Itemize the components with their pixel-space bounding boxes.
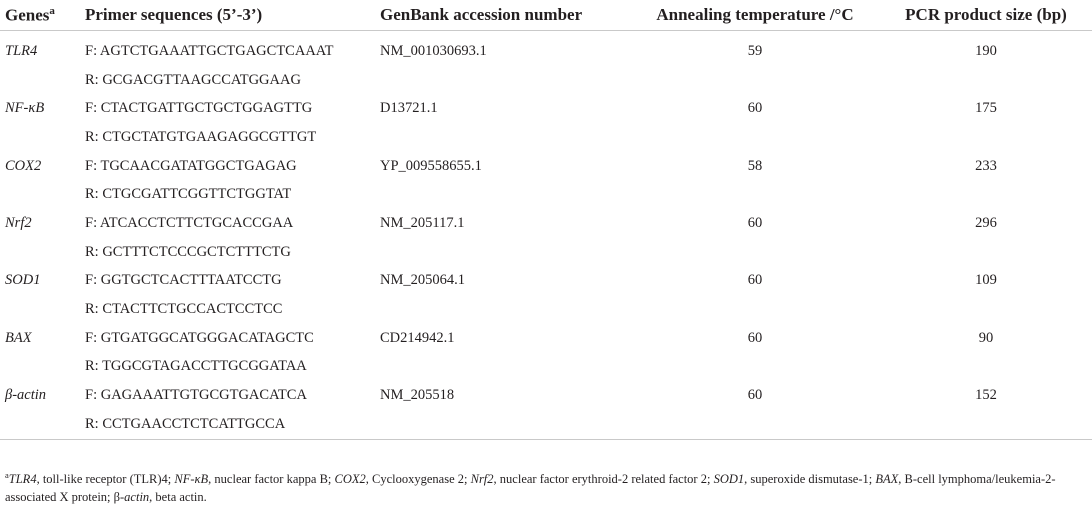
annealing-cell: 59: [747, 42, 763, 59]
reverse-primer-cell: R: CTGCTATGTGAAGAGGCGTTGT: [85, 128, 317, 145]
table-row: [0, 324, 1092, 353]
product-size-cell: 152: [975, 387, 997, 404]
gene-cell: BAX: [5, 329, 32, 346]
annealing-cell: 60: [747, 329, 763, 346]
reverse-primer-cell: R: CCTGAACCTCTCATTGCCA: [85, 410, 380, 439]
footnote-text: , nuclear factor kappa B;: [208, 472, 335, 487]
table-row: [0, 410, 1092, 439]
table-row: [0, 381, 1092, 410]
table-row: [0, 31, 1092, 66]
accession-cell: NM_001030693.1: [380, 42, 487, 59]
reverse-primer-cell: R: TGGCGTAGACCTTGCGGATAA: [85, 358, 307, 375]
footnote-text: SOD1: [713, 472, 745, 487]
footnote-text: actin: [124, 490, 150, 505]
product-size-cell: 296: [975, 214, 997, 231]
forward-primer-cell: F: AGTCTGAAATTGCTGAGCTCAAAT: [85, 42, 334, 59]
annealing-cell: 60: [747, 214, 763, 231]
accession-cell: D13721.1: [380, 100, 438, 117]
annealing-cell: 60: [747, 100, 763, 117]
footnote-text: , beta actin.: [149, 490, 207, 505]
gene-cell: β-actin: [5, 387, 47, 404]
gene-cell: COX2: [5, 157, 42, 174]
accession-cell: NM_205518: [380, 387, 455, 404]
forward-primer-cell: F: GAGAAATTGTGCGTGACATCA: [85, 387, 307, 404]
table-row: [0, 152, 1092, 181]
footnote-text: TLR4: [8, 472, 37, 487]
forward-primer-cell: F: CTACTGATTGCTGCTGGAGTTG: [85, 100, 313, 117]
header-genbank-accession: GenBank accession number: [380, 0, 630, 31]
table-row: [0, 94, 1092, 123]
footnote-text: Nrf2: [470, 472, 494, 487]
product-size-cell: 109: [975, 272, 997, 289]
header-pcr-product-size: PCR product size (bp): [880, 0, 1092, 31]
reverse-primer-cell: R: GCTTTCTCCCGCTCTTTCTG: [85, 243, 291, 260]
annealing-cell: 60: [747, 272, 763, 289]
forward-primer-cell: F: GGTGCTCACTTTAATCCTG: [85, 272, 282, 289]
accession-cell: CD214942.1: [380, 329, 455, 346]
footnote-text: , superoxide dismutase-1;: [744, 472, 876, 487]
table-row: [0, 66, 1092, 95]
header-row: [0, 0, 1092, 31]
footnote-text: BAX: [875, 472, 899, 487]
table-row: [0, 180, 1092, 209]
footnote-marker: a: [49, 4, 55, 17]
footnote-text: , toll-like receptor (TLR)4;: [36, 472, 175, 487]
accession-cell: NM_205064.1: [380, 272, 465, 289]
gene-cell: SOD1: [5, 272, 41, 289]
table-row: [0, 295, 1092, 324]
product-size-cell: 175: [975, 100, 997, 117]
footnote-text: , B-cell lymphoma/leukemia-2-associated X protein; β-: [5, 472, 1056, 505]
table-row: [0, 209, 1092, 238]
product-size-cell: 190: [975, 42, 997, 59]
annealing-cell: 58: [747, 157, 763, 174]
header-primer-sequences: Primer sequences (5’-3’): [85, 0, 380, 31]
header-annealing-temperature: Annealing temperature /°C: [630, 0, 880, 31]
forward-primer-cell: F: ATCACCTCTTCTGCACCGAA: [85, 214, 294, 231]
reverse-primer-cell: R: GCGACGTTAAGCCATGGAAG: [85, 71, 301, 88]
forward-primer-cell: F: GTGATGGCATGGGACATAGCTC: [85, 329, 314, 346]
gene-cell: NF-κB: [5, 100, 45, 117]
table-footnote: [5, 466, 1087, 506]
table-row: [0, 267, 1092, 296]
forward-primer-cell: F: TGCAACGATATGGCTGAGAG: [85, 157, 297, 174]
gene-cell: TLR4: [5, 42, 38, 59]
footnote-text: COX2: [334, 472, 366, 487]
table-row: [0, 123, 1092, 152]
reverse-primer-cell: R: CTGCGATTCGGTTCTGGTAT: [85, 186, 292, 203]
header-genes: Genes$^a$: [0, 0, 85, 31]
footnote-marker: a: [5, 470, 9, 480]
table-body: [0, 31, 1092, 440]
gene-cell: Nrf2: [5, 214, 32, 231]
accession-cell: YP_009558655.1: [380, 157, 482, 174]
annealing-cell: 60: [747, 387, 763, 404]
product-size-cell: 233: [975, 157, 997, 174]
product-size-cell: 90: [978, 329, 994, 346]
footnote-text: , Cyclooxygenase 2;: [365, 472, 471, 487]
table-row: [0, 238, 1092, 267]
footnote-text: , nuclear factor erythroid-2 related factor 2;: [493, 472, 714, 487]
accession-cell: NM_205117.1: [380, 214, 465, 231]
footnote-text: NF-κB: [174, 472, 209, 487]
table-row: [0, 353, 1092, 382]
reverse-primer-cell: R: CTACTTCTGCCACTCCTCC: [85, 301, 283, 318]
